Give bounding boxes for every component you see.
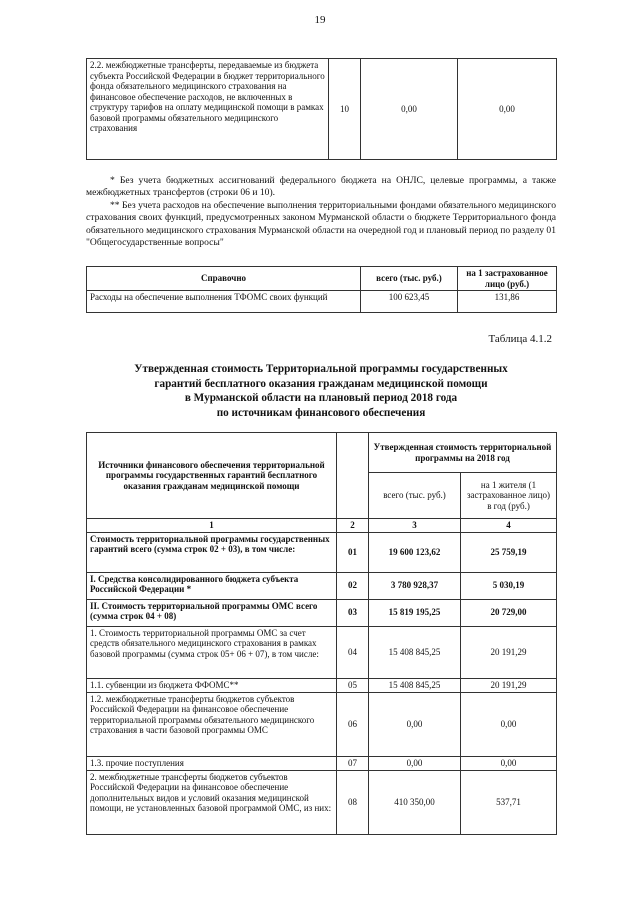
table-row: [87, 678, 557, 692]
table-row: [87, 572, 557, 599]
header-sources: Источники финансового обеспечения территориальной программы государственных гарантий бесплатного оказания гражданам медицинской помощи: [87, 433, 337, 519]
row-code: 04: [337, 626, 369, 678]
row-total: 15 408 845,25: [369, 626, 461, 678]
col-number: 3: [369, 519, 461, 533]
row-per-capita: 0,00: [458, 59, 557, 160]
row-per: 0,00: [461, 756, 557, 770]
footnotes: [86, 175, 556, 249]
table-row: [87, 291, 557, 313]
title-line: в Мурманской области на плановый период 2018 года: [184, 392, 458, 404]
title-line: гарантий бесплатного оказания гражданам медицинской помощи: [154, 377, 488, 390]
row-total: 15 819 195,25: [369, 599, 461, 626]
table-header-row: [87, 267, 557, 291]
top-table: [86, 58, 557, 160]
row-per: 5 030,19: [461, 572, 557, 599]
row-code: 02: [337, 572, 369, 599]
row-label: II. Стоимость территориальной программы ОМС всего (сумма строк 04 + 08): [87, 599, 337, 626]
row-per: 25 759,19: [461, 532, 557, 572]
row-per: 537,71: [461, 770, 557, 834]
col-number: 4: [461, 519, 557, 533]
row-total: 0,00: [369, 692, 461, 756]
row-per: 0,00: [461, 692, 557, 756]
row-code: 10: [329, 59, 361, 160]
row-label: 1.1. субвенции из бюджета ФФОМС**: [87, 678, 337, 692]
reference-header: всего (тыс. руб.): [361, 267, 458, 291]
table-row: [87, 692, 557, 756]
reference-header: на 1 застрахованное лицо (руб.): [458, 267, 557, 291]
reference-label: Расходы на обеспечение выполнения ТФОМС своих функций: [87, 291, 361, 313]
row-total: 3 780 928,37: [369, 572, 461, 599]
row-total: 15 408 845,25: [369, 678, 461, 692]
footnote-2: ** Без учета расходов на обеспечение выполнения территориальными фондами обязательного медицинского страхования своих функций, предусмотренных законом Мурманской области о бюджете Территориального фонда обязательного медицинского страхования Мурманской области на очередной год и плановый период по разделу 01 "Общегосударственные вопросы": [86, 199, 556, 249]
table-row: [87, 599, 557, 626]
reference-per: 131,86: [458, 291, 557, 313]
header-per: на 1 жителя (1 застрахованное лицо) в год (руб.): [461, 473, 557, 519]
row-code: 03: [337, 599, 369, 626]
footnote-1: * Без учета бюджетных ассигнований федерального бюджета на ОНЛС, целевые программы, а также межбюджетных трансфертов (строки 06 и 10).: [86, 175, 556, 199]
page-title: [86, 362, 556, 420]
table-label: Таблица 4.1.2: [488, 333, 552, 345]
row-per: 20 191,29: [461, 678, 557, 692]
row-label: 1.2. межбюджетные трансферты бюджетов субъектов Российской Федерации на финансовое обеспечение территориальной программы обязательного медицинского страхования в части базовой программы ОМС: [87, 692, 337, 756]
row-label: Стоимость территориальной программы государственных гарантий всего (сумма строк 02 + 03), в том числе:: [87, 532, 337, 572]
row-code: 08: [337, 770, 369, 834]
row-total: 19 600 123,62: [369, 532, 461, 572]
row-code: 07: [337, 756, 369, 770]
table-row: [87, 532, 557, 572]
header-total: всего (тыс. руб.): [369, 473, 461, 519]
col-number: 1: [87, 519, 337, 533]
row-code: 01: [337, 532, 369, 572]
row-total: 410 350,00: [369, 770, 461, 834]
main-table: [86, 432, 557, 835]
title-line: по источникам финансового обеспечения: [216, 406, 426, 419]
reference-total: 100 623,45: [361, 291, 458, 313]
row-total: 0,00: [369, 756, 461, 770]
col-number: 2: [337, 519, 369, 533]
reference-header: Справочно: [87, 267, 361, 291]
row-label: 1.3. прочие поступления: [87, 756, 337, 770]
row-code: 06: [337, 692, 369, 756]
row-code: 05: [337, 678, 369, 692]
table-row: [87, 626, 557, 678]
title-line: Утвержденная стоимость Территориальной программы государственных: [134, 363, 508, 375]
header-cost: Утвержденная стоимость территориальной программы на 2018 год: [369, 433, 557, 473]
row-label: 2. межбюджетные трансферты бюджетов субъектов Российской Федерации на финансовое обеспечение дополнительных видов и условий оказания медицинской помощи, не установленных базовой программой ОМС, из них:: [87, 770, 337, 834]
table-row: [87, 770, 557, 834]
row-total: 0,00: [361, 59, 458, 160]
row-label: 2.2. межбюджетные трансферты, передаваемые из бюджета субъекта Российской Федерации в бюджет территориального фонда обязательного медицинского страхования на финансовое обеспечение расходов, не включенных в структуру тарифов на оплату медицинской помощи в рамках базовой программы обязательного медицинского страхования: [87, 59, 329, 160]
page-number: 19: [314, 14, 326, 26]
column-numbers-row: [87, 519, 557, 533]
row-per: 20 191,29: [461, 626, 557, 678]
table-row: [87, 59, 557, 160]
header-code: [337, 433, 369, 519]
table-row: [87, 756, 557, 770]
table-header-row: [87, 433, 557, 473]
row-label: I. Средства консолидированного бюджета субъекта Российской Федерации *: [87, 572, 337, 599]
row-per: 20 729,00: [461, 599, 557, 626]
reference-table: [86, 266, 557, 313]
row-label: 1. Стоимость территориальной программы ОМС за счет средств обязательного медицинского страхования в рамках базовой программы (сумма строк 05+ 06 + 07), в том числе:: [87, 626, 337, 678]
